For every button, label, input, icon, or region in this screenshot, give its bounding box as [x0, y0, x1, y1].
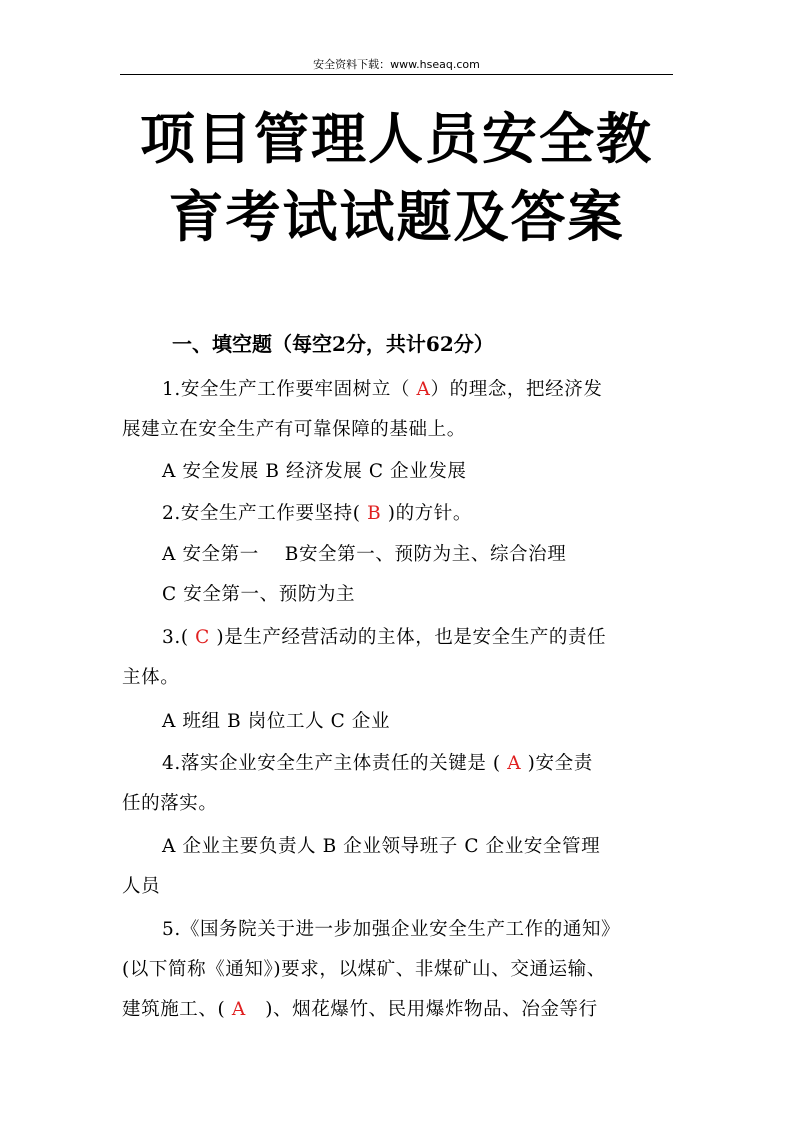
question-3: [122, 618, 674, 698]
question-2-answer: B: [367, 503, 382, 524]
question-4-line-2: 任的落实。: [122, 793, 218, 814]
header-text: 安全资料下载：www.hseaq.com: [313, 58, 480, 71]
question-4-line-1: [122, 744, 674, 784]
question-1-line-2: 展建立在安全生产有可靠保障的基础上。: [122, 419, 466, 440]
title-line-1: 项目管理人员安全教: [139, 106, 653, 171]
question-1-options: A 安全发展 B 经济发展 C 企业发展: [162, 461, 467, 482]
question-1-text-b: ）的理念，把经济发: [430, 379, 603, 400]
question-3-line-1: [122, 618, 674, 658]
question-4-options-line-1: A 企业主要负责人 B 企业领导班子 C 企业安全管理: [162, 836, 601, 857]
question-3-answer: C: [195, 627, 210, 648]
question-4-options-line-2: 人员: [122, 876, 161, 897]
question-2-text-b: )的方针。: [381, 503, 472, 524]
section-heading: 一、填空题（每空2分，共计62分）: [172, 332, 494, 356]
question-3-line-2: 主体。: [122, 667, 180, 688]
question-2-options-line-1: A 安全第一 B安全第一、预防为主、综合治理: [162, 544, 567, 565]
question-5-line-3: [122, 990, 674, 1030]
question-2: [122, 494, 714, 534]
question-1-text-a: 1.安全生产工作要牢固树立（: [162, 379, 417, 400]
question-3-options: A 班组 B 岗位工人 C 企业: [162, 711, 391, 732]
question-4-answer: A: [507, 753, 522, 774]
page-header: [120, 57, 673, 75]
question-4-options: [122, 827, 674, 907]
question-1-answer: A: [416, 379, 431, 400]
question-3-text-b: )是生产经营活动的主体，也是安全生产的责任: [209, 627, 607, 648]
question-4: [122, 744, 674, 824]
title-line-2: 育考试试题及答案: [168, 184, 625, 249]
question-5-line-1: 5.《国务院关于进一步加强企业安全生产工作的通知》: [162, 919, 621, 940]
question-5-text-b: )、烟花爆竹、民用爆炸物品、冶金等行: [245, 999, 598, 1020]
question-3-text-a: 3.(: [162, 627, 196, 648]
question-2-text-a: 2.安全生产工作要坚持(: [162, 503, 368, 524]
question-2-options: [122, 535, 714, 615]
document-title: [120, 100, 673, 256]
question-4-text-b: )安全责: [521, 753, 593, 774]
question-4-text-a: 4.落实企业安全生产主体责任的关键是 (: [162, 753, 508, 774]
question-1-line-1: [122, 370, 674, 410]
question-2-options-line-2: C 安全第一、预防为主: [162, 584, 356, 605]
question-5-line-2: (以下简称《通知》)要求，以煤矿、非煤矿山、交通运输、: [122, 959, 606, 980]
question-1: [122, 370, 674, 450]
question-5-text-a: 建筑施工、(: [122, 999, 232, 1020]
question-2-line-1: [162, 494, 714, 534]
question-5: [122, 910, 674, 1030]
question-5-answer: A: [231, 999, 246, 1020]
